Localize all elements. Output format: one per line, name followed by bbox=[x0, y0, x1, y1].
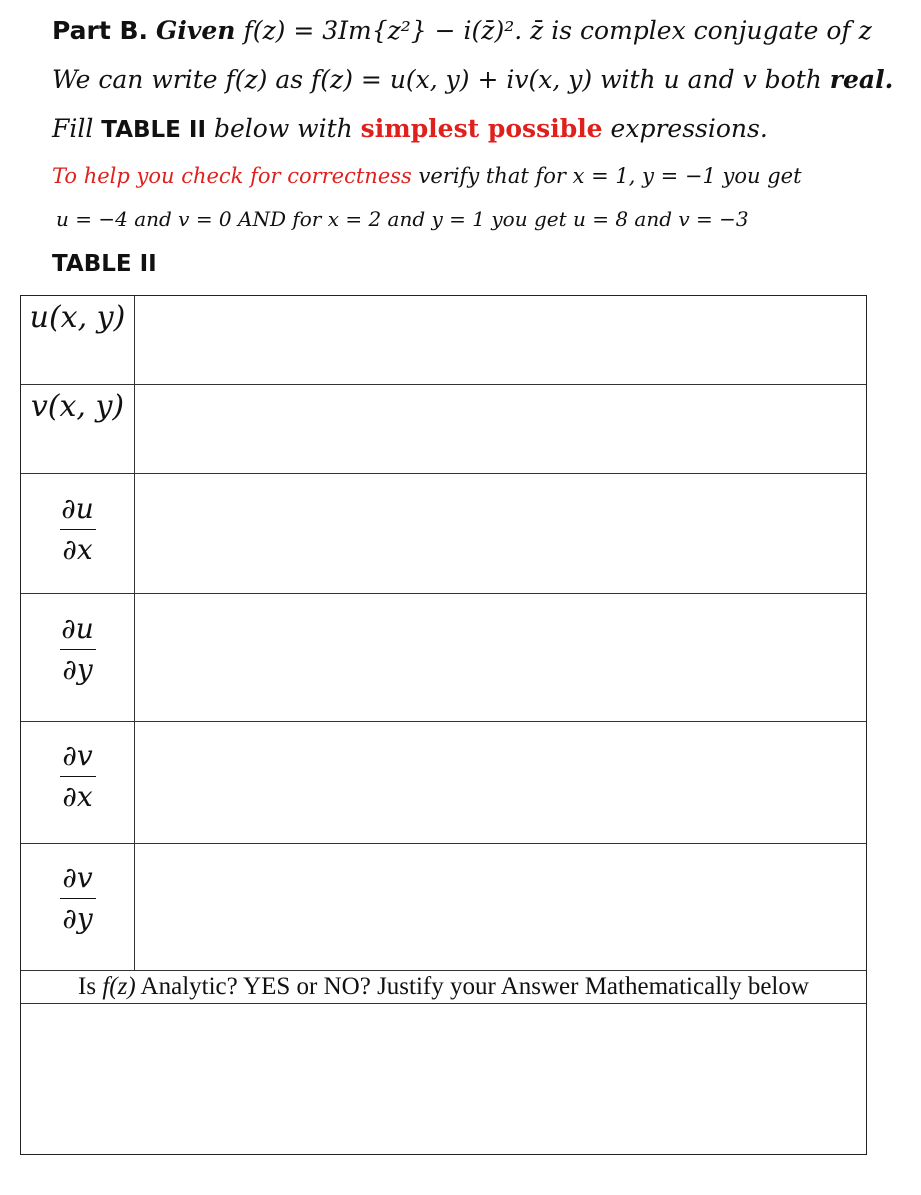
answer-table bbox=[20, 295, 867, 1155]
check-values-1: verify that for x = 1, y = −1 you get bbox=[418, 164, 802, 188]
check-hint: To help you check for correctness bbox=[52, 164, 412, 188]
answer-cell-dv-dx[interactable] bbox=[135, 722, 866, 843]
answer-cell-du-dx[interactable] bbox=[135, 474, 866, 593]
table-title: TABLE II bbox=[52, 251, 157, 277]
check-line-2: u = −4 and v = 0 AND for x = 2 and y = 1 you get u = 8 and v = −3 bbox=[56, 207, 749, 231]
header-line-1 bbox=[52, 16, 872, 45]
header-line-3 bbox=[52, 114, 768, 143]
below-with-text: below with bbox=[213, 114, 353, 143]
row-label-du-dy bbox=[21, 612, 134, 687]
answer-cell-du-dy[interactable] bbox=[135, 594, 866, 721]
fraction-numerator: ∂u bbox=[61, 612, 94, 645]
row-label-dv-dx bbox=[21, 739, 134, 814]
part-label: Part B. bbox=[52, 16, 149, 45]
fill-word: Fill bbox=[52, 114, 94, 143]
fraction-bar bbox=[60, 529, 96, 530]
fraction-numerator: ∂v bbox=[62, 861, 93, 894]
answer-cell-u[interactable] bbox=[135, 296, 866, 384]
analytic-question bbox=[21, 970, 866, 1004]
given-word: Given bbox=[156, 16, 236, 45]
fraction-numerator: ∂v bbox=[62, 739, 93, 772]
row-label-dv-dy bbox=[21, 861, 134, 936]
real-word: real. bbox=[829, 65, 894, 94]
row-label-u: u(x, y) bbox=[29, 300, 126, 335]
question-suffix: Analytic? YES or NO? Justify your Answer Mathematically below bbox=[135, 973, 809, 1000]
fraction-denominator: ∂y bbox=[62, 653, 93, 686]
question-function: f(z) bbox=[102, 973, 136, 1000]
fraction-bar bbox=[60, 776, 96, 777]
justification-area[interactable] bbox=[21, 1004, 866, 1154]
expressions-word: expressions. bbox=[610, 114, 768, 143]
conjugate-note: z̄ is complex conjugate of z bbox=[530, 16, 872, 45]
fraction-bar bbox=[60, 649, 96, 650]
fraction-numerator: ∂u bbox=[61, 492, 94, 525]
row-label-v: v(x, y) bbox=[30, 389, 125, 424]
table-reference: TABLE II bbox=[101, 117, 207, 143]
simplest-possible: simplest possible bbox=[360, 114, 603, 143]
fraction-bar bbox=[60, 898, 96, 899]
function-definition: f(z) = 3Im{z²} − i(z̄)². bbox=[243, 16, 523, 45]
header-line-2 bbox=[52, 65, 893, 94]
fraction-denominator: ∂x bbox=[62, 780, 93, 813]
question-prefix: Is bbox=[78, 973, 103, 1000]
answer-cell-v[interactable] bbox=[135, 385, 866, 473]
fraction-denominator: ∂x bbox=[62, 533, 93, 566]
check-line-1 bbox=[52, 164, 802, 188]
row-label-du-dx bbox=[21, 492, 134, 567]
answer-cell-dv-dy[interactable] bbox=[135, 844, 866, 970]
fraction-denominator: ∂y bbox=[62, 902, 93, 935]
decomposition-text: We can write f(z) as f(z) = u(x, y) + iv(x, y) with u and v both bbox=[52, 65, 822, 94]
